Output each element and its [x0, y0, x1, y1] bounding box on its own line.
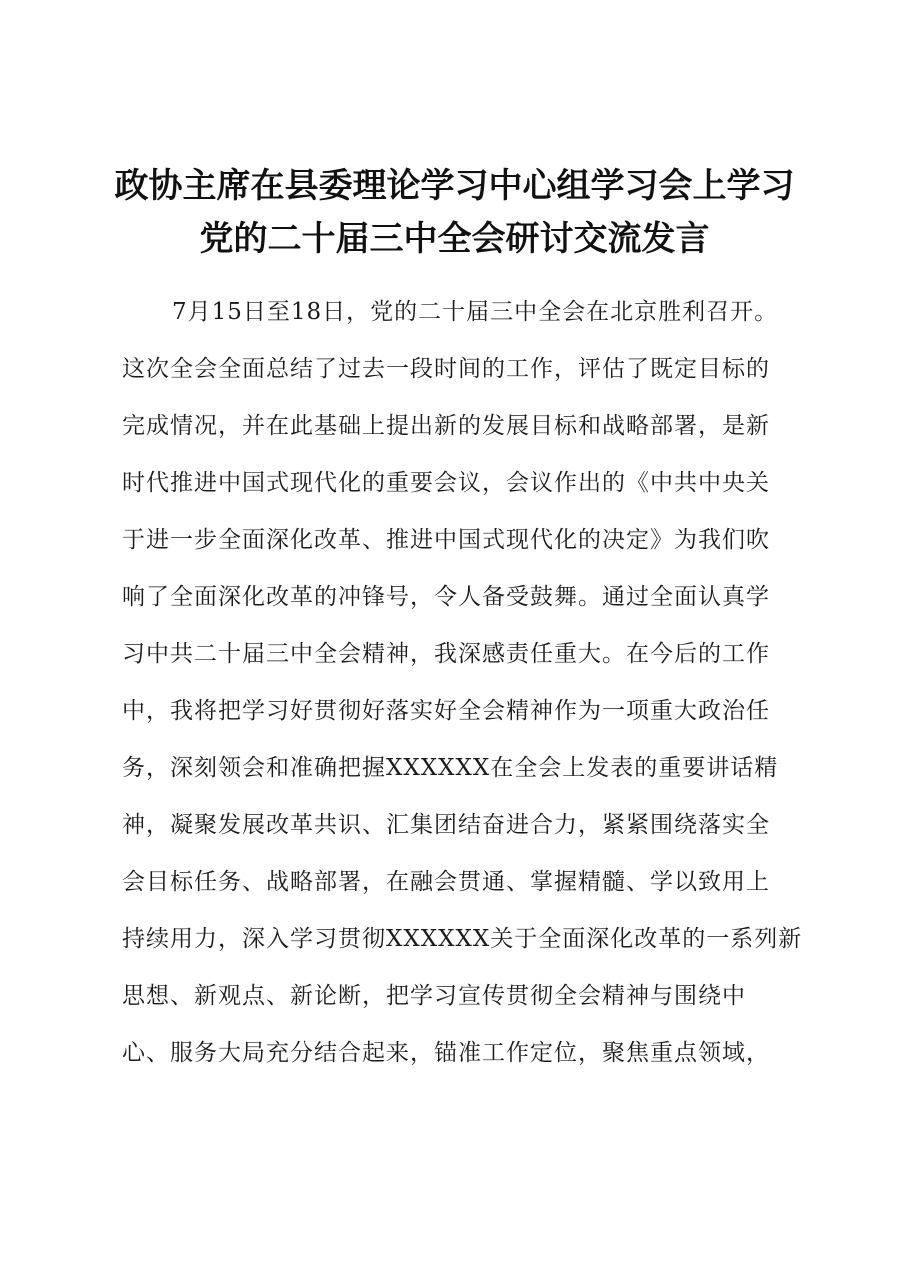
body-line: 于进一步全面深化改革、推进中国式现代化的决定》为我们吹	[122, 527, 770, 553]
document-title	[100, 160, 809, 266]
body-line: 思想、新观点、新论断，把学习宣传贯彻全会精神与围绕中	[122, 983, 746, 1009]
body-line: 习中共二十届三中全会精神，我深感责任重大。在今后的工作	[122, 641, 770, 667]
body-line: 时代推进中国式现代化的重要会议，会议作出的《中共中央关	[122, 470, 770, 496]
body-line: 务，深刻领会和准确把握XXXXXX在全会上发表的重要讲话精	[122, 755, 779, 781]
body-line: 神，凝聚发展改革共识、汇集团结奋进合力，紧紧围绕落实全	[122, 812, 770, 838]
body-line: 心、服务大局充分结合起来，锚准工作定位，聚焦重点领域，	[122, 1040, 770, 1066]
body-line: 7月15日至18日，党的二十届三中全会在北京胜利召开。	[172, 299, 779, 325]
body-line: 响了全面深化改革的冲锋号，令人备受鼓舞。通过全面认真学	[122, 584, 770, 610]
title-line-2: 党的二十届三中全会研讨交流发言	[199, 219, 710, 259]
document-body	[122, 290, 802, 1088]
body-line: 完成情况，并在此基础上提出新的发展目标和战略部署，是新	[122, 413, 770, 439]
body-line: 会目标任务、战略部署，在融会贯通、掌握精髓、学以致用上	[122, 869, 770, 895]
body-line: 这次全会全面总结了过去一段时间的工作，评估了既定目标的	[122, 356, 770, 382]
title-line-1: 政协主席在县委理论学习中心组学习会上学习	[114, 166, 795, 206]
body-line: 持续用力，深入学习贯彻XXXXXX关于全面深化改革的一系列新	[122, 926, 803, 952]
body-line: 中，我将把学习好贯彻好落实好全会精神作为一项重大政治任	[122, 698, 770, 724]
